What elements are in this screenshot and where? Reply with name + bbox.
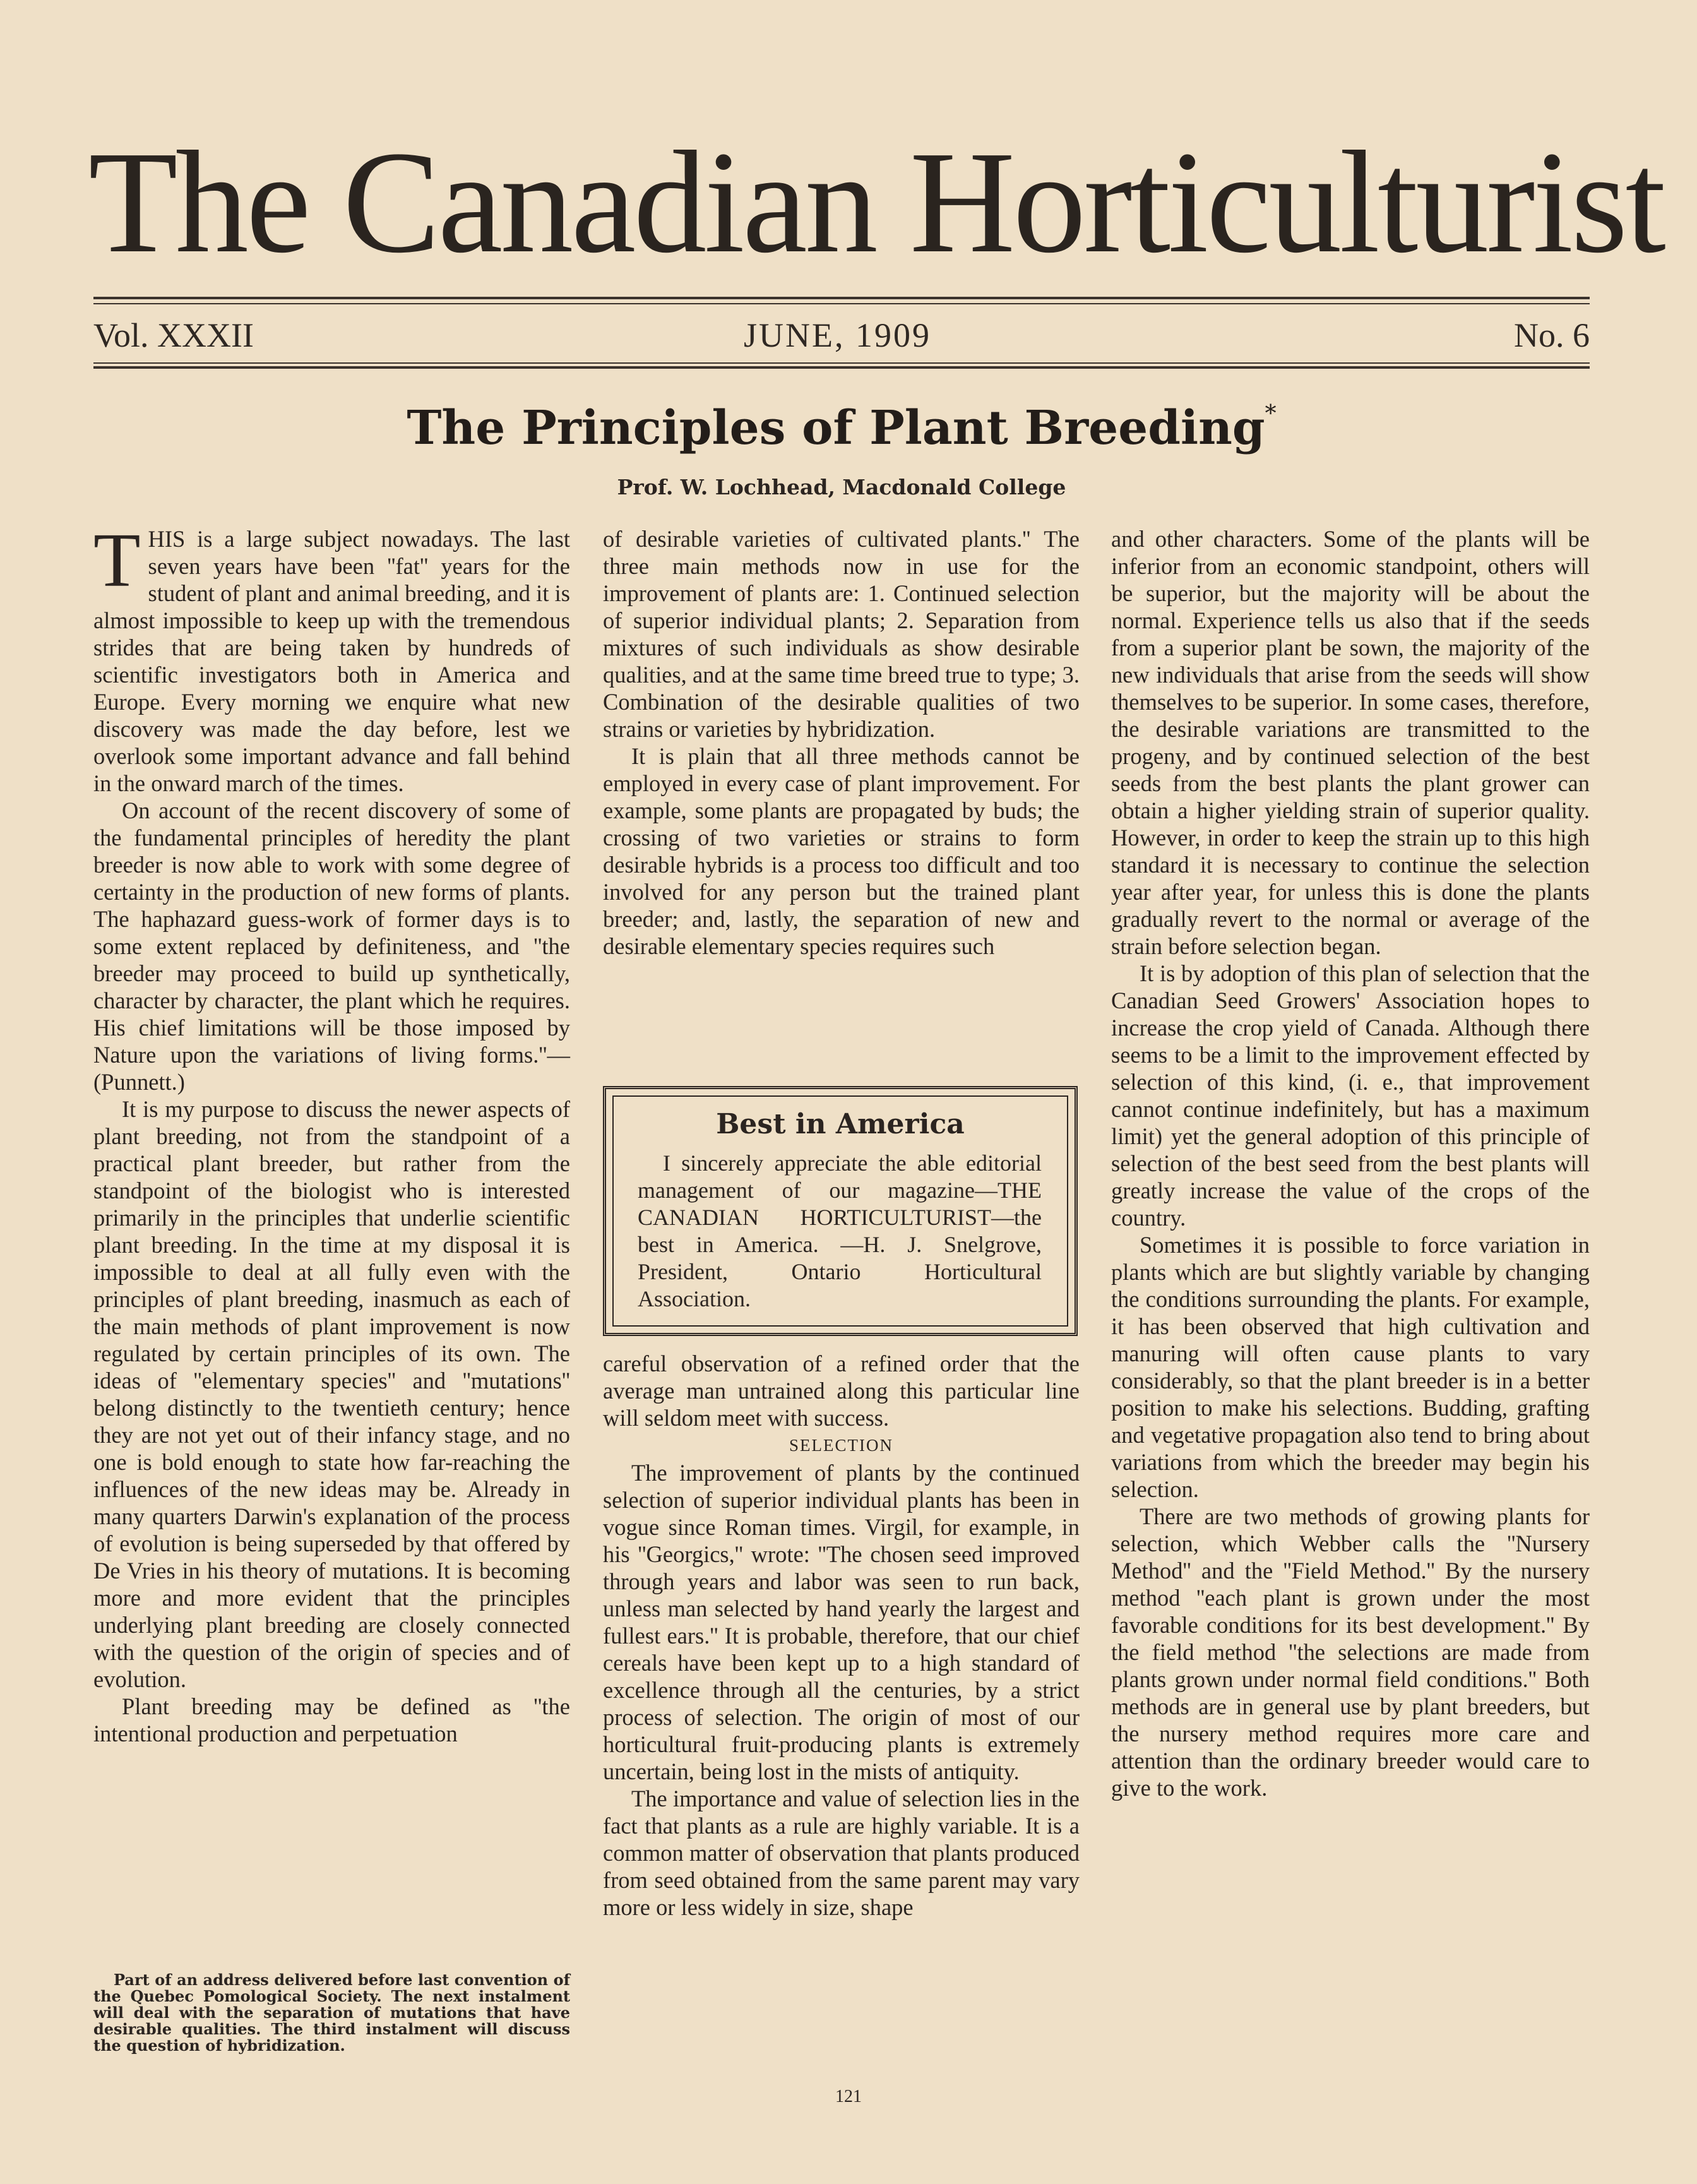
paragraph: Sometimes it is possible to force variation in plants which are but slightly variable by changing the conditions surrounding the plants. For example, it has been observed that high cultivation and manuring will often cause plants to vary considerably, so that the plant breeder is in a better position to make his selections. Budding, grafting and vegetative propagation also tend to bring about variations from which the breeder may begin his selection. [1111, 1232, 1590, 1502]
masthead-rule-top [93, 297, 1590, 299]
issue-date: JUNE, 1909 [744, 316, 931, 354]
paragraph: The importance and value of selection lies in the fact that plants as a rule are highly variable. It is a common matter of observation that plants produced from seed obtained from the same parent may vary more or less widely in size, shape [603, 1786, 1080, 1920]
issue-line [93, 316, 1590, 360]
volume-label: Vol. XXXII [93, 316, 254, 354]
section-heading: SELECTION [789, 1436, 893, 1455]
paragraph: of desirable varieties of cultivated plants.'' The three main methods now in use for the improvement of plants are: 1. Continued selection of superior individual plants; 2. Separation from mixtures of such individuals as show desirable qualities, and at the same time breed true to type; 3. Combination of the desirable qualities of two strains or varieties by hybridization. [603, 526, 1080, 742]
testimonial-text: I sincerely appreciate the able editorial management of our magazine—THE CANADIAN HORTICULTURIST—the best in America. —H. J. Snelgrove, President, Ontario Horticultural Association. [638, 1150, 1042, 1311]
paragraph: There are two methods of growing plants for selection, which Webber calls the ''Nursery Method'' and the ''Field Method.'' By the nursery method ''each plant is grown under the most favorable conditions for its best development.'' By the field method ''the selections are made from plants grown under normal field conditions.'' Both methods are in general use by plant breeders, but the nursery method requires more care and attention than the ordinary breeder would care to give to the work. [1111, 1503, 1590, 1801]
drop-cap: T [93, 518, 141, 603]
paragraph: The improvement of plants by the continued selection of superior individual plants has been in vogue since Roman times. Virgil, for example, in his ''Georgics,'' wrote: ''The chosen seed improved through years and labor was seen to run back, unless man selected by hand yearly the largest and fullest ears.'' It is probable, therefore, that our chief cereals have been kept up to a high standard of excellence through all the centuries, by a strict process of selection. The origin of most of our horticultural fruit-producing plants is extremely uncertain, being lost in the mists of antiquity. [603, 1460, 1080, 1784]
column-1 [93, 518, 570, 1747]
paragraph: careful observation of a refined order that the average man untrained along this particular line will seldom meet with success. [603, 1351, 1080, 1431]
title-footnote-mark: * [1265, 401, 1277, 427]
masthead-title: The Canadian Horticulturist [88, 121, 1664, 283]
masthead-rule-bottom [93, 362, 1590, 364]
paragraph: Plant breeding may be defined as ''the intentional production and perpetuation [93, 1693, 570, 1746]
footnote: Part of an address delivered before last convention of the Quebec Pomological Society. The next instalment will deal with the separation of mutations that have desirable qualities. The third instalment will discuss the question of hybridization. [93, 1971, 570, 2055]
paragraph: On account of the recent discovery of some of the fundamental principles of heredity the plant breeder is now able to work with some degree of certainty in the production of new forms of plants. The haphazard guess-work of former days is to some extent replaced by definiteness, and ''the breeder may proceed to build up synthetically, character by character, the plant which he requires. His chief limitations will be those imposed by Nature upon the variations of living forms.''—(Punnett.) [93, 797, 570, 1095]
paragraph: It is my purpose to discuss the newer aspects of plant breeding, not from the standpoint of a practical plant breeder, but rather from the standpoint of the biologist who is interested primarily in the principles that underlie scientific plant breeding. In the time at my disposal it is impossible to deal at all fully even with the principles of plant breeding, inasmuch as each of the main methods of plant improvement is now regulated by certain principles of its own. The ideas of ''elementary species'' and ''mutations'' belong distinctly to the twentieth century; hence they are not yet out of their infancy stage, and no one is bold enough to state how far-reaching the influences of the new ideas may be. Already in many quarters Darwin's explanation of the process of evolution is being superseded by that offered by De Vries in his theory of mutations. It is becoming more and more evident that the principles underlying plant breeding are closely connected with the question of the origin of species and of evolution. [93, 1096, 570, 1692]
testimonial-box [603, 1086, 1078, 1336]
testimonial-title: Best in America [716, 1108, 965, 1140]
column-2-top [603, 525, 1080, 960]
page-number: 121 [835, 2087, 862, 2106]
masthead-rule-bottom-thick [93, 366, 1590, 369]
paragraph: It is by adoption of this plan of selection that the Canadian Seed Growers' Association hopes to increase the crop yield of Canada. Although there seems to be a limit to the improvement effected by selection of this kind, (i. e., that improvement cannot continue indefinitely, but has a maximum limit) yet the general adoption of this principle of selection of the best seed from the best plants will greatly increase the value of the crops of the country. [1111, 960, 1590, 1231]
column-2-bottom [603, 1350, 1080, 1921]
article-title: The Principles of Plant Breeding* [407, 401, 1277, 455]
paragraph: It is plain that all three methods cannot be employed in every case of plant improvement. For example, some plants are propagated by buds; the crossing of two varieties or strains to form desirable hybrids is a process too difficult and too involved for any person but the trained plant breeder; and, lastly, the separation of new and desirable elementary species requires such [603, 743, 1080, 959]
paragraph: and other characters. Some of the plants will be inferior from an economic standpoint, others will be superior, but the majority will be about the normal. Experience tells us also that if the seeds from a superior plant be sown, the majority of the new individuals that arise from the seeds will show themselves to be superior. In some cases, therefore, the desirable variations are transmitted to the progeny, and by continued selection of the best seeds from the best plants the plant grower can obtain a higher yielding strain of superior quality. However, in order to keep the strain up to this high standard it is necessary to continue the selection year after year, for unless this is done the plants gradually revert to the normal or average of the strain before selection began. [1111, 526, 1590, 959]
issue-number: No. 6 [1514, 316, 1590, 354]
masthead-rule-top-thin [93, 303, 1590, 304]
paragraph: THIS is a large subject nowadays. The last seven years have been ''fat'' years for the student of plant and animal breeding, and it is almost impossible to keep up with the tremendous strides that are being taken by hundreds of scientific investigators both in America and Europe. Every morning we enquire what new discovery was made the day before, lest we overlook some important advance and fall behind in the onward march of the times. [93, 518, 570, 796]
byline: Prof. W. Lochhead, Macdonald College [617, 475, 1066, 499]
column-3 [1111, 525, 1590, 1801]
